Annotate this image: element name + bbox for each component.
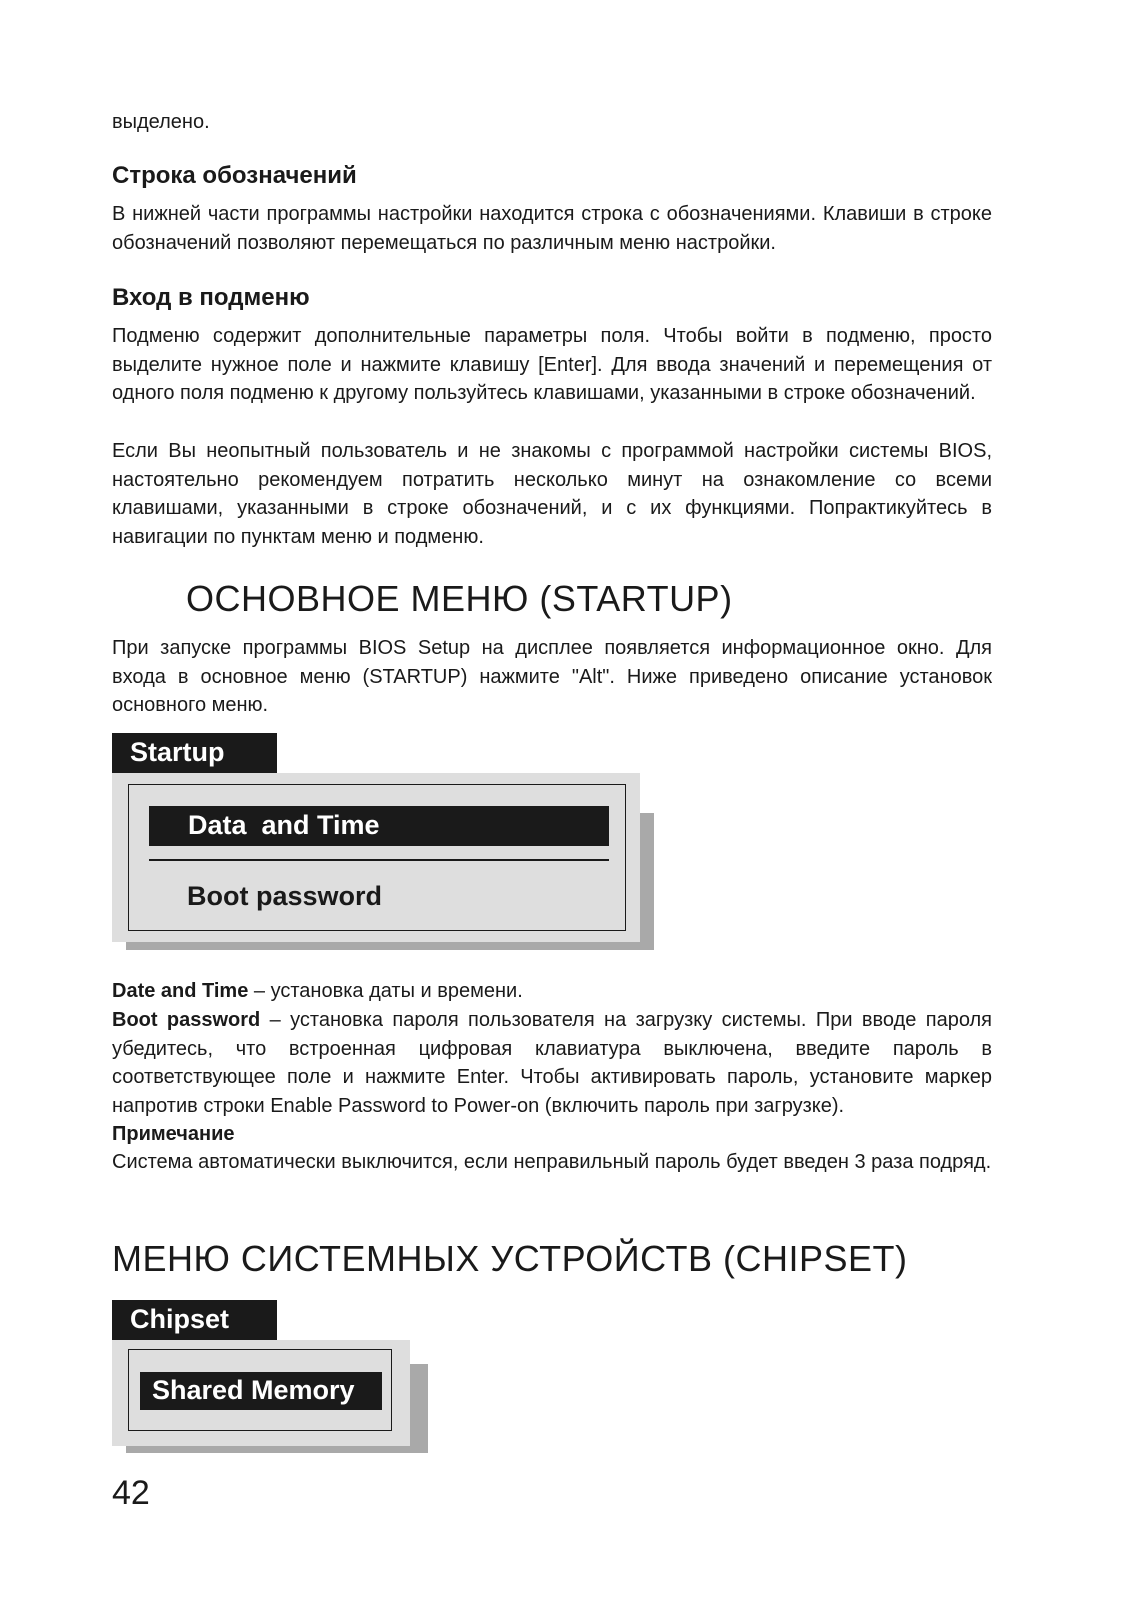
chipset-menu-panel (112, 1340, 410, 1446)
chipset-heading: МЕНЮ СИСТЕМНЫХ УСТРОЙСТВ (CHIPSET) (112, 1238, 908, 1279)
legend-paragraph: В нижней части программы настройки находится строка с обозначениями. Клавиши в строке обозначений позволяют перемещаться по различным меню настройки. (112, 203, 992, 254)
page-number: 42 (112, 1474, 150, 1512)
startup-paragraph: При запуске программы BIOS Setup на дисплее появляется информационное окно. Для входа в основное меню (STARTUP) нажмите "Alt". Ниже приведено описание установок основного меню. (112, 637, 992, 717)
intro-fragment: выделено. (112, 111, 210, 133)
startup-menu-tab: Startup (112, 733, 277, 773)
chipset-menu-illustration (112, 1300, 432, 1460)
note-heading: Примечание (112, 1123, 235, 1145)
desc-date-time-text: – установка даты и времени. (248, 980, 523, 1002)
note-text: Система автоматически выключится, если неправильный пароль будет введен 3 раза подряд. (112, 1151, 992, 1173)
desc-boot-password-text: – установка пароля пользователя на загрузку системы. При вводе пароля убедитесь, что встроенная цифровая клавиатура выключена, введите пароль в соответствующее поле и нажмите Enter. Чтобы активировать пароль, установите маркер напротив строки Enable Password to Power-on (включить пароль при загрузке). (112, 1009, 993, 1117)
menu-item-shared-memory[interactable]: Shared Memory (140, 1372, 382, 1410)
startup-heading: ОСНОВНОЕ МЕНЮ (STARTUP) (186, 578, 733, 619)
desc-boot-password-term: Boot password (112, 1009, 261, 1031)
menu-item-boot-password[interactable]: Boot password (187, 881, 383, 911)
startup-menu-frame (128, 784, 626, 931)
startup-menu-panel (112, 773, 640, 942)
desc-date-time (112, 977, 992, 1006)
menu-item-date-time[interactable]: Data and Time (149, 806, 609, 846)
submenu-paragraph-2: Если Вы неопытный пользователь и не знакомы с программой настройки системы BIOS, настоятельно рекомендуем потратить несколько минут на ознакомление со всеми клавишами, указанными в строке обозначений, и с их функциями. Попрактикуйтесь в навигации по пунктам меню и подменю. (112, 440, 992, 548)
legend-heading: Строка обозначений (112, 162, 357, 189)
menu-divider (149, 859, 609, 861)
desc-boot-password (112, 1006, 992, 1120)
chipset-menu-frame (128, 1349, 392, 1431)
chipset-menu-tab: Chipset (112, 1300, 277, 1340)
desc-date-time-term: Date and Time (112, 980, 249, 1002)
startup-menu-illustration (112, 733, 657, 953)
submenu-heading: Вход в подменю (112, 284, 310, 311)
submenu-paragraph-1: Подменю содержит дополнительные параметры поля. Чтобы войти в подменю, просто выделите нужное поле и нажмите клавишу [Enter]. Для ввода значений и перемещения от одного поля подменю к другому пользуйтесь клавишами, указанными в строке обозначений. (112, 325, 992, 405)
